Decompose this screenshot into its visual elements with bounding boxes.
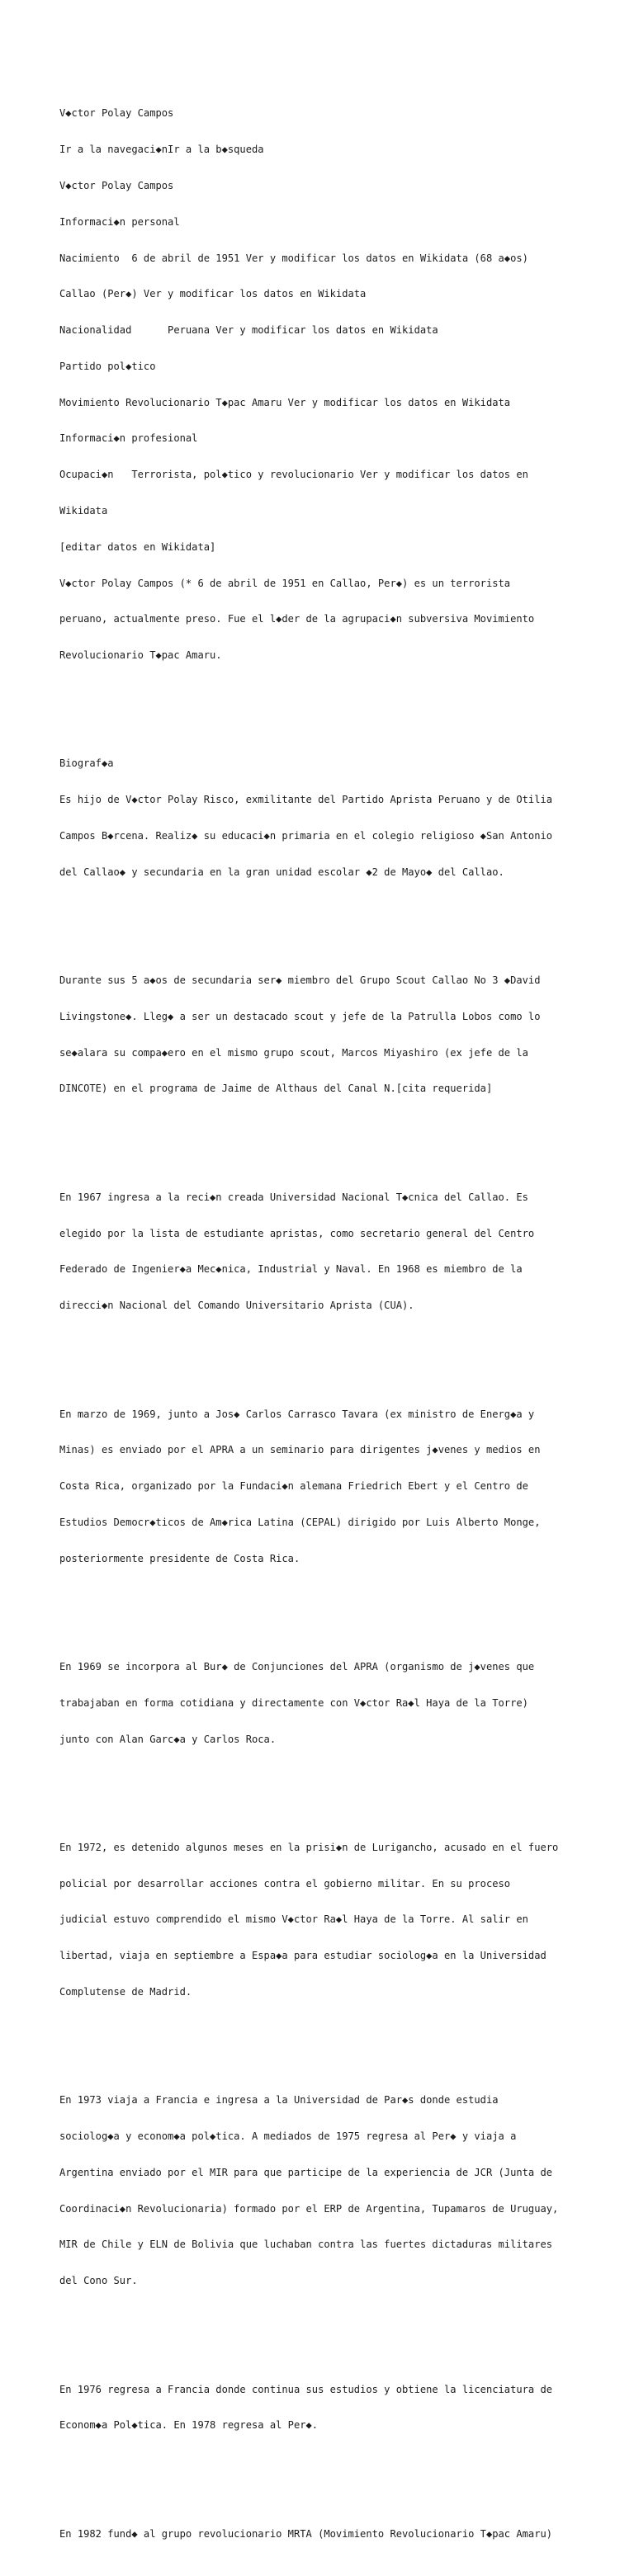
- paragraph-line: En 1982 fund◆ al grupo revolucionario MRTA (Movimiento Revolucionario T◆pac Amaru): [59, 2527, 553, 2540]
- infobox-nationality: Nacionalidad Peruana Ver y modificar los datos en Wikidata: [59, 324, 438, 337]
- intro-line-3: Revolucionario T◆pac Amaru.: [59, 649, 222, 662]
- paragraph-line: Federado de Ingenier◆a Mec◆nica, Industrial y Naval. En 1968 es miembro de la: [59, 1263, 523, 1276]
- paragraph-line: del Cono Sur.: [59, 2275, 138, 2287]
- page-title: V◆ctor Polay Campos: [59, 107, 174, 120]
- paragraph-1967: [59, 1168, 588, 1336]
- paragraph-line: Campos B◆rcena. Realiz◆ su educaci◆n primaria en el colegio religioso ◆San Antonio: [59, 830, 553, 842]
- paragraph-1976: [59, 2359, 588, 2456]
- paragraph-line: se◆alara su compa◆ero en el mismo grupo scout, Marcos Miyashiro (ex jefe de la: [59, 1046, 528, 1059]
- paragraph-1982: [59, 2504, 588, 2564]
- paragraph-line: del Callao◆ y secundaria en la gran unidad escolar ◆2 de Mayo◆ del Callao.: [59, 866, 504, 878]
- paragraph-line: Minas) es enviado por el APRA a un seminario para dirigentes j◆venes y medios en: [59, 1444, 541, 1456]
- paragraph-line: DINCOTE) en el programa de Jaime de Althaus del Canal N.[cita requerida]: [59, 1083, 493, 1095]
- intro-line-2: peruano, actualmente preso. Fue el l◆der de la agrupaci◆n subversiva Movimiento: [59, 613, 535, 625]
- paragraph-line: Costa Rica, organizado por la Fundaci◆n alemana Friedrich Ebert y el Centro de: [59, 1480, 528, 1493]
- paragraph-line: En 1969 se incorpora al Bur◆ de Conjunciones del APRA (organismo de j◆venes que: [59, 1660, 535, 1673]
- intro-line-1: V◆ctor Polay Campos (* 6 de abril de 1951 en Callao, Per◆) es un terrorista: [59, 577, 511, 589]
- paragraph-line: Complutense de Madrid.: [59, 1986, 192, 1998]
- paragraph-line: En 1973 viaja a Francia e ingresa a la Universidad de Par◆s donde estudia: [59, 2094, 499, 2107]
- paragraph-line: En 1967 ingresa a la reci◆n creada Universidad Nacional T◆cnica del Callao. Es: [59, 1191, 528, 1203]
- paragraph-line: libertad, viaja en septiembre a Espa◆a para estudiar sociolog◆a en la Universidad: [59, 1950, 546, 1962]
- paragraph-line: sociolog◆a y econom◆a pol◆tica. A mediados de 1975 regresa al Per◆ y viaja a: [59, 2130, 517, 2143]
- paragraph-line: Argentina enviado por el MIR para que participe de la experiencia de JCR (Junta de: [59, 2166, 553, 2178]
- paragraph-line: Estudios Democr◆ticos de Am◆rica Latina (CEPAL) dirigido por Luis Alberto Monge,: [59, 1516, 541, 1528]
- infobox-occupation-cont: Wikidata: [59, 504, 108, 517]
- edit-wikidata-link[interactable]: [editar datos en Wikidata]: [59, 540, 216, 553]
- paragraph-line: En 1972, es detenido algunos meses en la prisi◆n de Lurigancho, acusado en el fuero: [59, 1841, 559, 1853]
- paragraph-line: policial por desarrollar acciones contra el gobierno militar. En su proceso: [59, 1877, 511, 1890]
- paragraph-line: Durante sus 5 a◆os de secundaria ser◆ miembro del Grupo Scout Callao No 3 ◆David: [59, 974, 541, 987]
- infobox-section-personal: Informaci◆n personal: [59, 215, 180, 228]
- infobox-occupation: Ocupaci◆n Terrorista, pol◆tico y revolucionario Ver y modificar los datos en: [59, 469, 528, 481]
- paragraph-line: En marzo de 1969, junto a Jos◆ Carlos Carrasco Tavara (ex ministro de Energ◆a y: [59, 1408, 535, 1420]
- infobox-section-professional: Informaci◆n profesional: [59, 432, 198, 445]
- paragraph-line: elegido por la lista de estudiante apristas, como secretario general del Centro: [59, 1227, 535, 1239]
- paragraph-line: Es hijo de V◆ctor Polay Risco, exmilitante del Partido Aprista Peruano y de Otilia: [59, 794, 553, 806]
- paragraph-line: posteriormente presidente de Costa Rica.: [59, 1552, 300, 1564]
- paragraph-biografia: [59, 734, 588, 902]
- paragraph-line: judicial estuvo comprendido el mismo V◆ctor Ra◆l Haya de la Torre. Al salir en: [59, 1913, 528, 1926]
- paragraph-line: MIR de Chile y ELN de Bolivia que luchaban contra las fuertes dictaduras militares: [59, 2239, 553, 2251]
- paragraph-line: En 1976 regresa a Francia donde continua sus estudios y obtiene la licenciatura de: [59, 2383, 553, 2395]
- paragraph-1969: [59, 1637, 588, 1770]
- paragraph-line: Econom◆a Pol◆tica. En 1978 regresa al Per◆.: [59, 2419, 319, 2432]
- paragraph-line: direcci◆n Nacional del Comando Universitario Aprista (CUA).: [59, 1300, 414, 1312]
- infobox-party-value: Movimiento Revolucionario T◆pac Amaru Ver y modificar los datos en Wikidata: [59, 396, 511, 408]
- infobox-title: V◆ctor Polay Campos: [59, 179, 174, 191]
- paragraph-1969-march: [59, 1384, 588, 1588]
- paragraph-line: trabajaban en forma cotidiana y directamente con V◆ctor Ra◆l Haya de la Torre): [59, 1696, 528, 1709]
- navigation-links[interactable]: Ir a la navegaci◆nIr a la b◆squeda: [59, 144, 264, 156]
- infobox-birth: Nacimiento 6 de abril de 1951 Ver y modificar los datos en Wikidata (68 a◆os): [59, 252, 528, 264]
- infobox-birth-place: Callao (Per◆) Ver y modificar los datos en Wikidata: [59, 288, 367, 300]
- document-body: [59, 59, 588, 2576]
- paragraph-1973: [59, 2070, 588, 2311]
- paragraph-line: Coordinaci◆n Revolucionaria) formado por el ERP de Argentina, Tupamaros de Uruguay,: [59, 2202, 559, 2215]
- paragraph-1972: [59, 1818, 588, 2022]
- header-block: [59, 83, 588, 686]
- section-heading: Biograf◆a: [59, 757, 114, 770]
- infobox-party-label: Partido pol◆tico: [59, 360, 156, 372]
- paragraph-line: junto con Alan Garc◆a y Carlos Roca.: [59, 1733, 277, 1745]
- paragraph-scout: [59, 951, 588, 1119]
- paragraph-line: Livingstone◆. Lleg◆ a ser un destacado scout y jefe de la Patrulla Lobos como lo: [59, 1010, 541, 1022]
